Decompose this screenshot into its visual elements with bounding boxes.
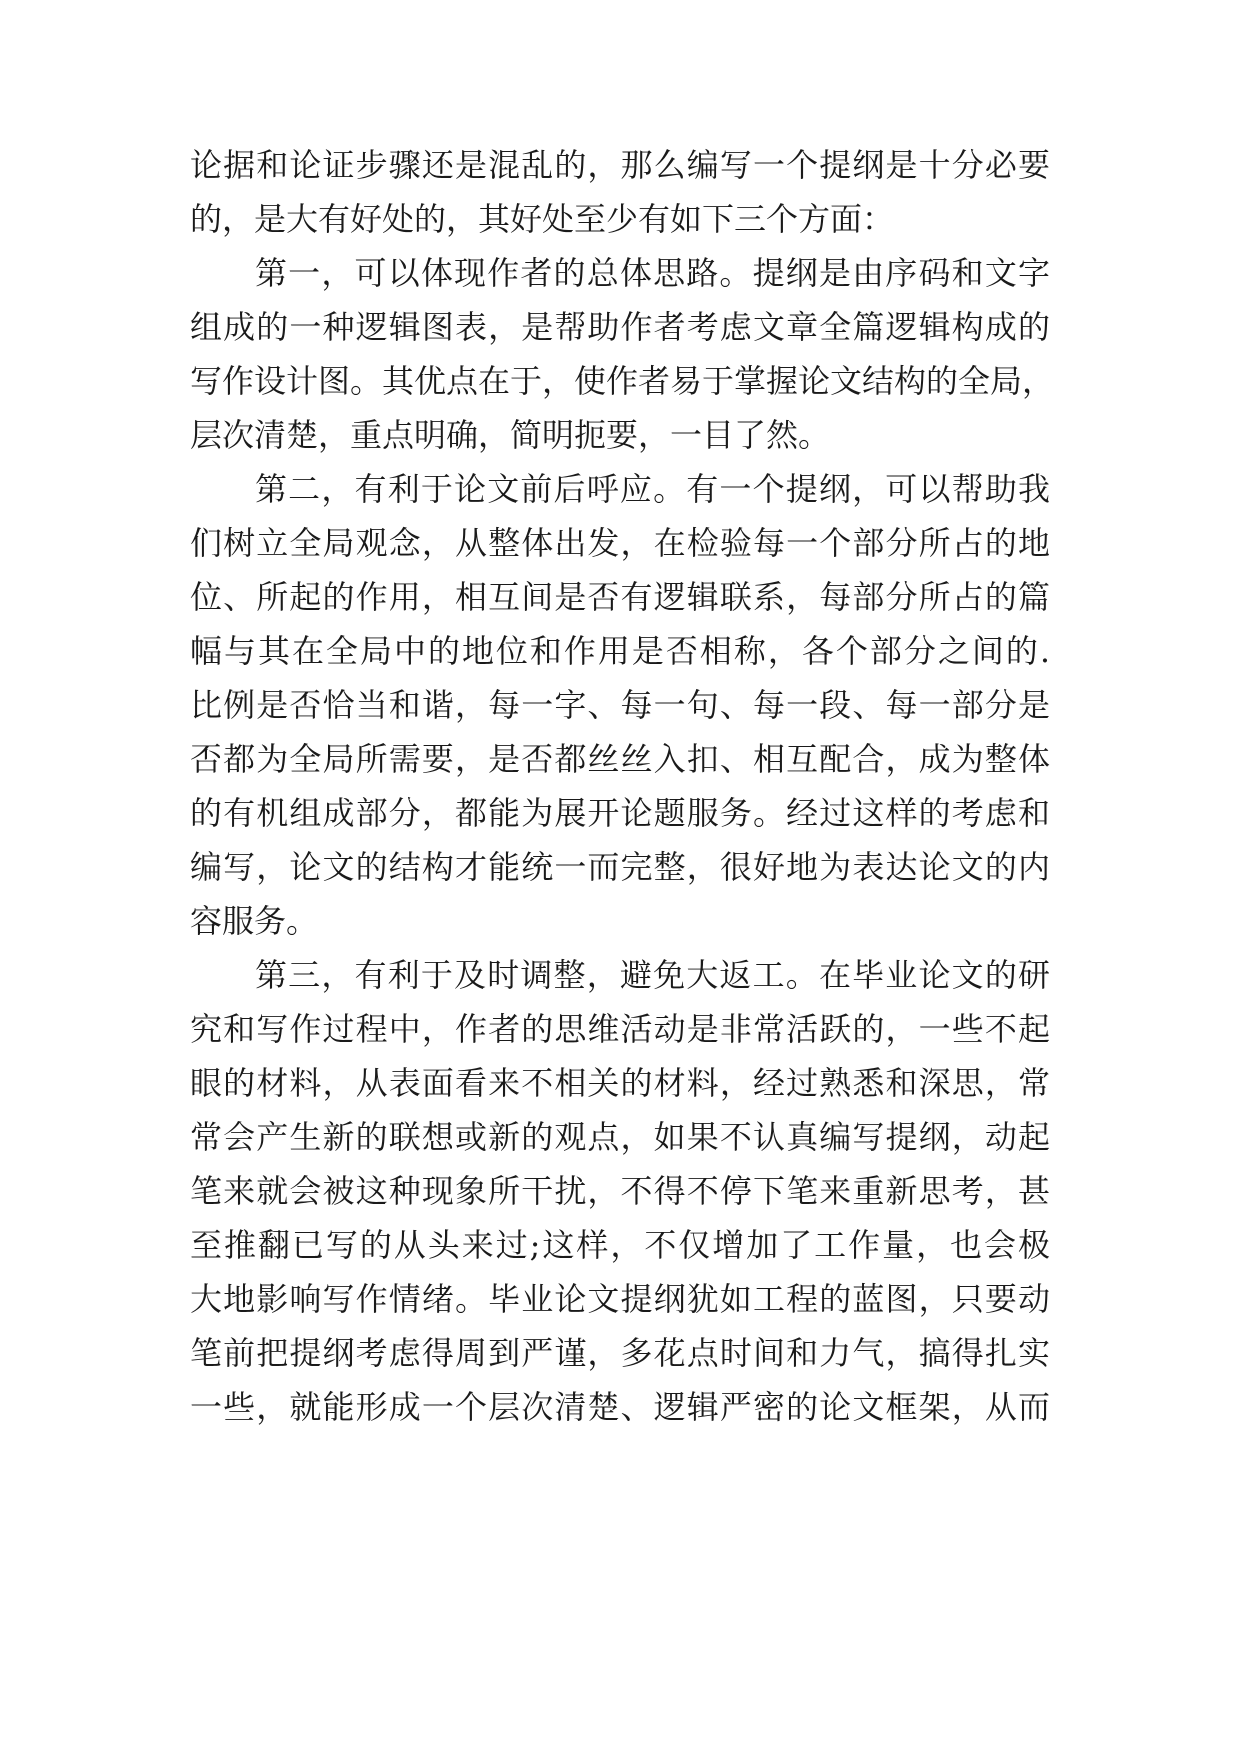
text-line: 第三，有利于及时调整，避免大返工。在毕业论文的研: [255, 956, 1050, 994]
text-line: 常会产生新的联想或新的观点，如果不认真编写提纲，动起: [190, 1118, 1050, 1156]
text-line: 否都为全局所需要，是否都丝丝入扣、相互配合，成为整体: [190, 740, 1050, 778]
text-line: 编写，论文的结构才能统一而完整，很好地为表达论文的内: [190, 848, 1050, 886]
text-line: 比例是否恰当和谐，每一字、每一句、每一段、每一部分是: [190, 686, 1050, 724]
text-line: 位、所起的作用，相互间是否有逻辑联系，每部分所占的篇: [190, 578, 1050, 616]
text-line: 的有机组成部分，都能为展开论题服务。经过这样的考虑和: [190, 794, 1050, 832]
text-line: 的，是大有好处的，其好处至少有如下三个方面：: [190, 200, 895, 238]
text-line: 笔来就会被这种现象所干扰，不得不停下笔来重新思考，甚: [190, 1172, 1050, 1210]
text-line: 第一，可以体现作者的总体思路。提纲是由序码和文字: [255, 254, 1050, 292]
text-line: 组成的一种逻辑图表，是帮助作者考虑文章全篇逻辑构成的: [190, 308, 1050, 346]
text-line: 们树立全局观念，从整体出发，在检验每一个部分所占的地: [190, 524, 1050, 562]
text-line: 第二，有利于论文前后呼应。有一个提纲，可以帮助我: [255, 470, 1050, 508]
text-line: 至推翻已写的从头来过;这样，不仅增加了工作量，也会极: [190, 1226, 1050, 1264]
text-line: 眼的材料，从表面看来不相关的材料，经过熟悉和深思，常: [190, 1064, 1050, 1102]
text-line: 容服务。: [190, 902, 319, 940]
text-line: 大地影响写作情绪。毕业论文提纲犹如工程的蓝图，只要动: [190, 1280, 1050, 1318]
text-line: 层次清楚，重点明确，简明扼要，一目了然。: [190, 416, 831, 454]
text-line: 笔前把提纲考虑得周到严谨，多花点时间和力气，搞得扎实: [190, 1334, 1050, 1372]
text-line: 一些，就能形成一个层次清楚、逻辑严密的论文框架，从而: [190, 1388, 1050, 1426]
text-line: 写作设计图。其优点在于，使作者易于掌握论文结构的全局，: [190, 362, 1055, 400]
text-line: 究和写作过程中，作者的思维活动是非常活跃的，一些不起: [190, 1010, 1050, 1048]
text-line: 论据和论证步骤还是混乱的，那么编写一个提纲是十分必要: [190, 146, 1050, 184]
text-line: 幅与其在全局中的地位和作用是否相称，各个部分之间的.: [190, 632, 1050, 670]
